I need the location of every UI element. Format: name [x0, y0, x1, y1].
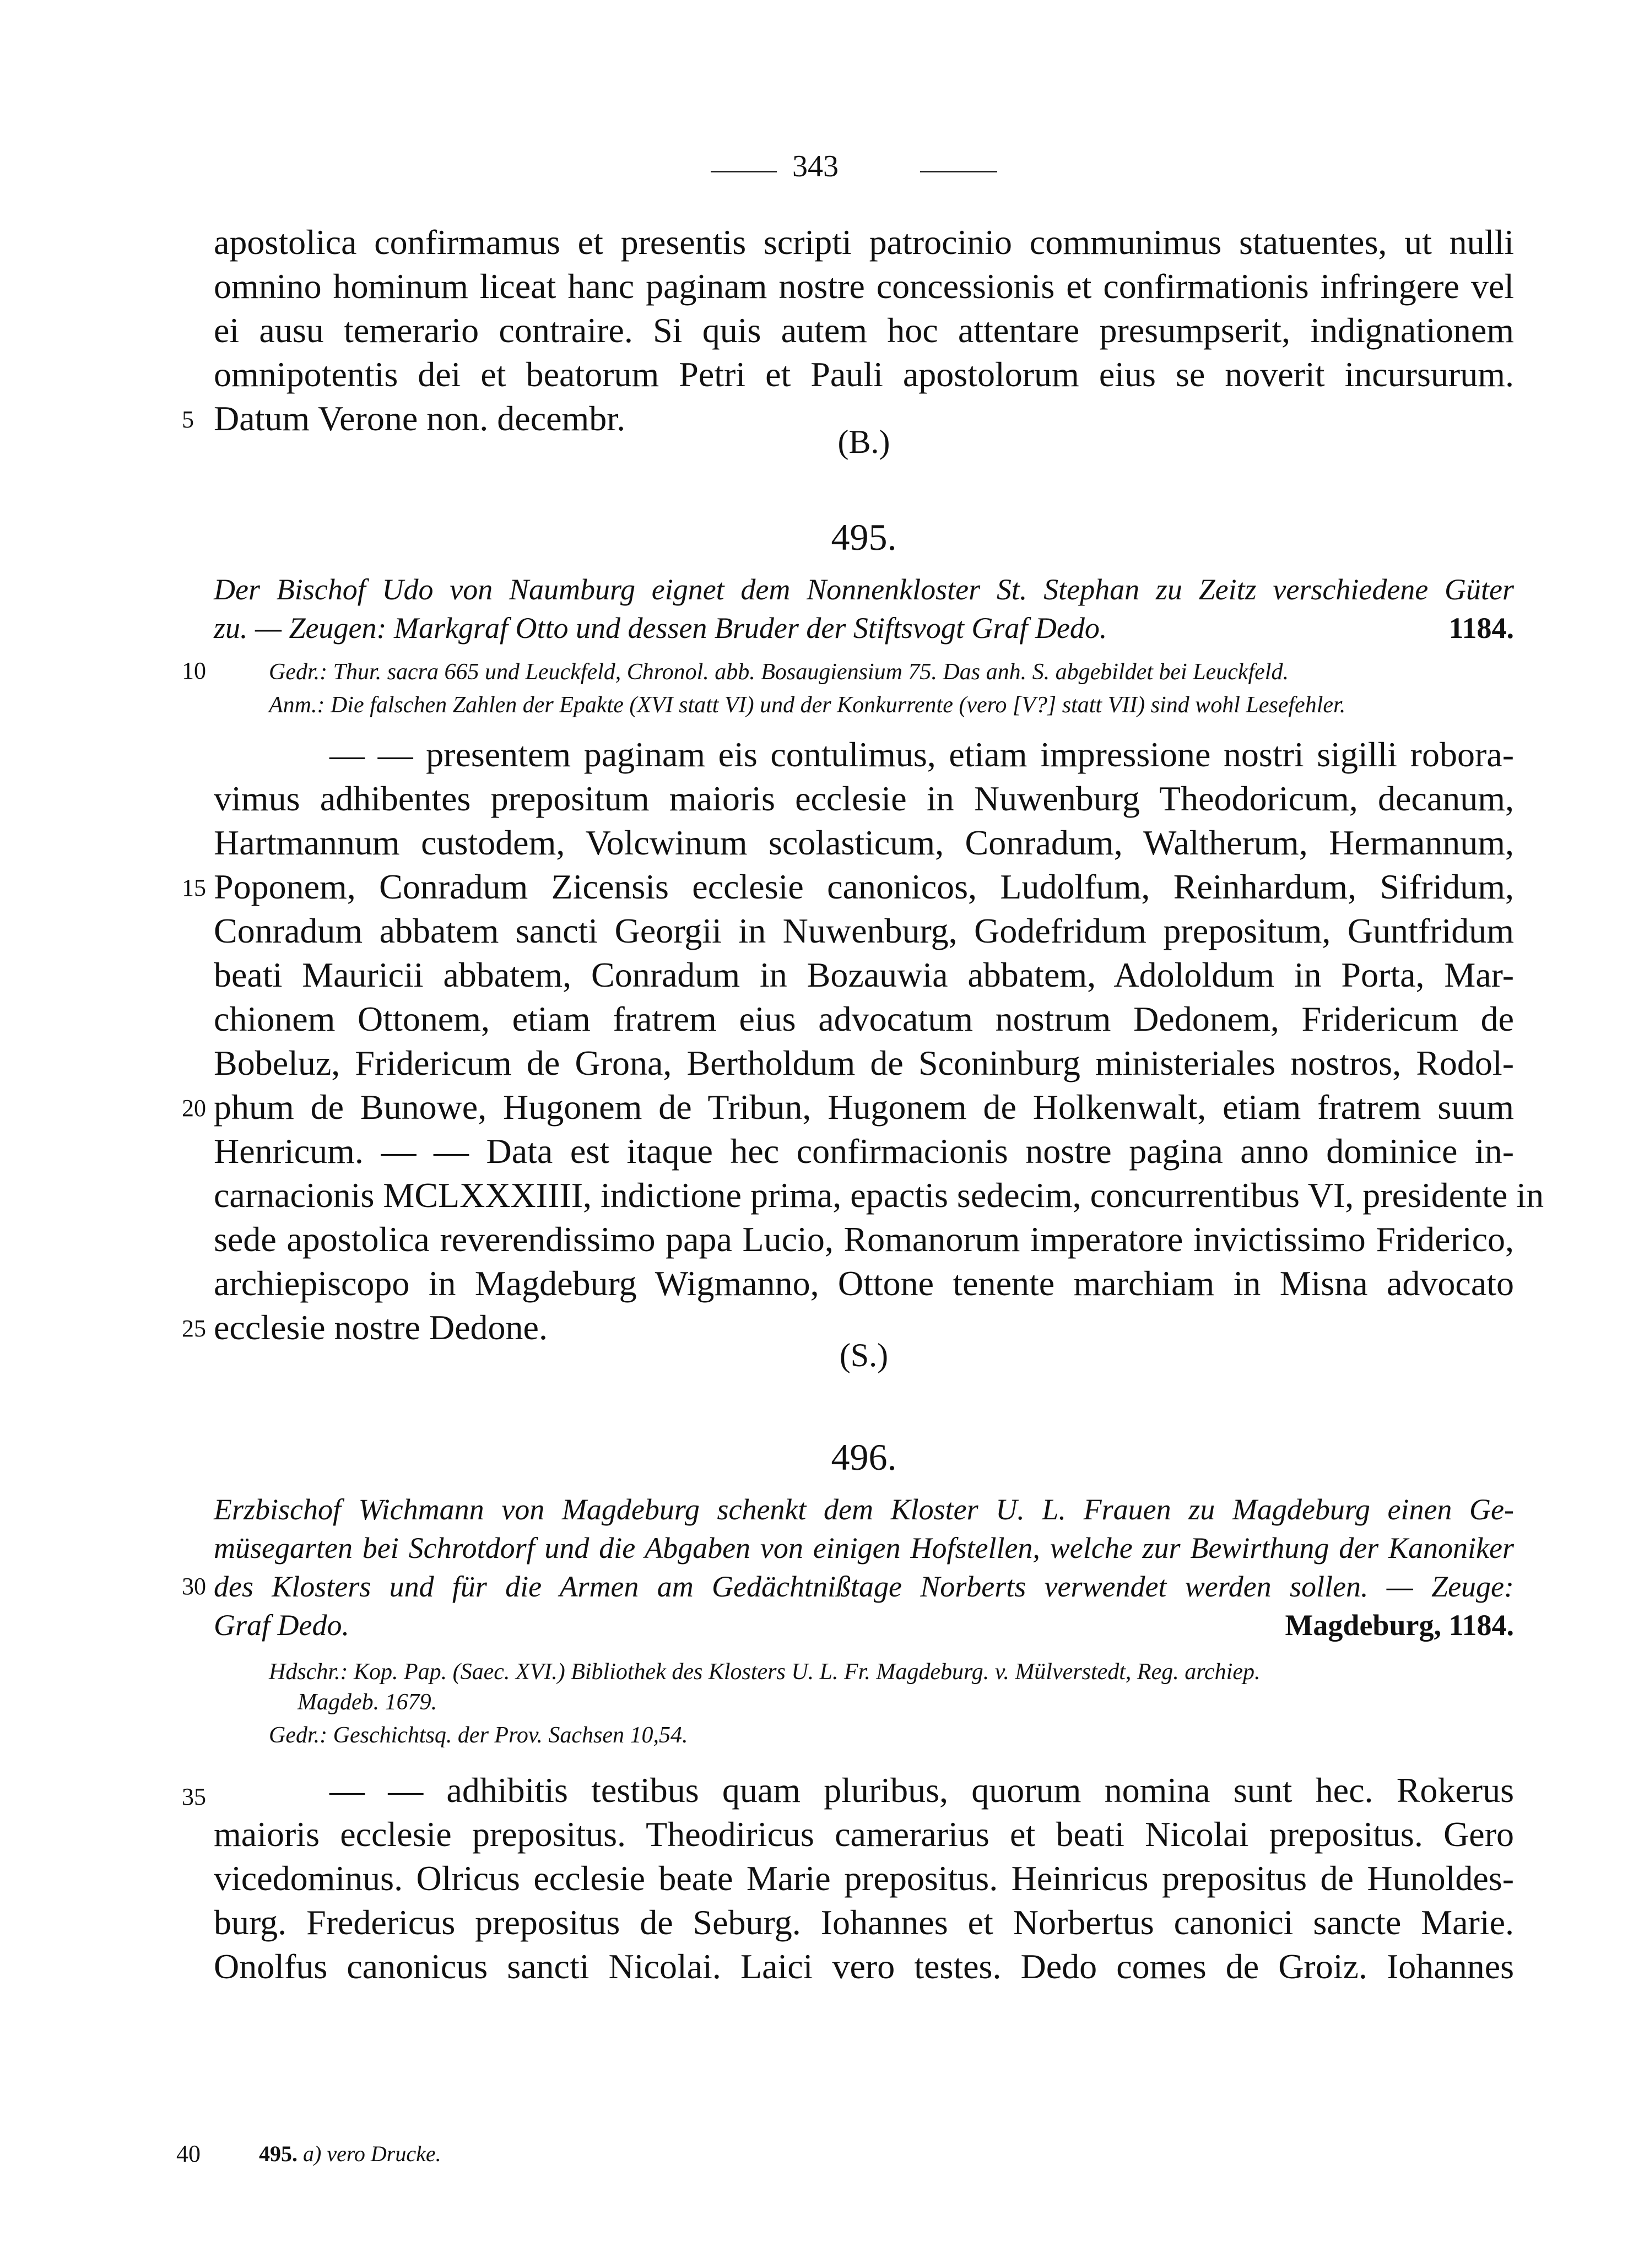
document-text-line: sede apostolica reverendissimo papa Lucio, Romanorum imperatore invictissimo Friderico,: [214, 1220, 1514, 1259]
document-text-line: Poponem, Conradum Zicensis ecclesie canonicos, Ludolfum, Reinhardum, Sifridum,: [214, 867, 1514, 906]
header-rule-right: [920, 171, 997, 172]
document-text-line: — — presentem paginam eis contulimus, etiam impressione nostri sigilli robora-: [329, 735, 1514, 774]
line-number: 25: [182, 1315, 206, 1342]
continuation-line: ei ausu temerario contraire. Si quis autem hoc attentare presumpserit, indignationem: [214, 311, 1514, 350]
page-number: 343: [792, 149, 839, 183]
line-number: 5: [182, 406, 194, 433]
line-number: 15: [182, 874, 206, 901]
line-number: 40: [176, 2140, 201, 2167]
document-text-line: chionem Ottonem, etiam fratrem eius advocatum nostrum Dedonem, Fridericum de: [214, 999, 1514, 1038]
document-note: Gedr.: Geschichtsq. der Prov. Sachsen 10,54.: [269, 1723, 688, 1748]
document-summary-text: Graf Dedo.: [214, 1609, 349, 1642]
continuation-line: omnino hominum liceat hanc paginam nostre concessionis et confirmationis infringere vel: [214, 267, 1514, 306]
footnote: [259, 2137, 441, 2170]
line-number: 10: [182, 657, 206, 684]
document-number: 495.: [831, 516, 897, 558]
document-text-line: Bobeluz, Fridericum de Grona, Bertholdum de Sconinburg ministeriales nostros, Rodol-: [214, 1043, 1514, 1082]
document-text-line: burg. Fredericus prepositus de Seburg. Iohannes et Norbertus canonici sancte Marie.: [214, 1903, 1514, 1942]
document-note: Hdschr.: Kop. Pap. (Saec. XVI.) Bibliothek des Klosters U. L. Fr. Magdeburg. v. Mülverstedt, Reg. archiep.: [269, 1659, 1261, 1685]
document-summary-line: Der Bischof Udo von Naumburg eignet dem Nonnenkloster St. Stephan zu Zeitz verschiedene Güter: [214, 573, 1514, 606]
document-summary-line: Erzbischof Wichmann von Magdeburg schenkt dem Kloster U. L. Frauen zu Magdeburg einen Ge-: [214, 1493, 1514, 1526]
document-summary-line: des Klosters und für die Armen am Gedächtnißtage Norberts verwendet werden sollen. — Zeuge:: [214, 1570, 1514, 1603]
document-date: 1184.: [1448, 611, 1514, 645]
document-text-line: maioris ecclesie prepositus. Theodiricus camerarius et beati Nicolai prepositus. Gero: [214, 1815, 1514, 1854]
document-note: Anm.: Die falschen Zahlen der Epakte (XVI statt VI) und der Konkurrente (vero [V?] statt VII) sind wohl Lesefehler.: [269, 692, 1346, 718]
document-text-line: archiepiscopo in Magdeburg Wigmanno, Ottone tenente marchiam in Misna advocato: [214, 1264, 1514, 1303]
document-text-line: phum de Bunowe, Hugonem de Tribun, Hugonem de Holkenwalt, etiam fratrem suum: [214, 1087, 1514, 1127]
line-number: 20: [182, 1095, 206, 1122]
document-text-line: ecclesie nostre Dedone.: [214, 1308, 548, 1347]
footnote-ref: 495.: [259, 2141, 298, 2166]
footnote-text: a) vero Drucke.: [303, 2141, 441, 2166]
document-summary-line: [214, 606, 1514, 650]
document-summary-line: müsegarten bei Schrotdorf und die Abgaben von einigen Hofstellen, welche zur Bewirthung der Kanoniker: [214, 1531, 1514, 1565]
document-text-line: vicedominus. Olricus ecclesie beate Marie prepositus. Heinricus prepositus de Hunoldes-: [214, 1859, 1514, 1898]
continuation-line: omnipotentis dei et beatorum Petri et Pauli apostolorum eius se noverit incursurum.: [214, 355, 1514, 394]
document-date: Magdeburg, 1184.: [1285, 1609, 1514, 1642]
document-text-line: Onolfus canonicus sancti Nicolai. Laici vero testes. Dedo comes de Groiz. Iohannes: [214, 1947, 1514, 1986]
seal-mark: (B.): [837, 424, 890, 460]
document-summary-line: [214, 1603, 1514, 1647]
document-text-line: vimus adhibentes prepositum maioris ecclesie in Nuwenburg Theodoricum, decanum,: [214, 779, 1514, 818]
document-text-line: Hartmannum custodem, Volcwinum scolasticum, Conradum, Waltherum, Hermannum,: [214, 823, 1514, 862]
continuation-line: apostolica confirmamus et presentis scripti patrocinio communimus statuentes, ut nulli: [214, 223, 1514, 262]
document-text-line: beati Mauricii abbatem, Conradum in Bozauwia abbatem, Adololdum in Porta, Mar-: [214, 955, 1514, 994]
document-text-line: carnacionis MCLXXXIIII, indictione prima, epactis sedecim, concurrentibus VI, presidente in: [214, 1176, 1544, 1215]
document-note: Gedr.: Thur. sacra 665 und Leuckfeld, Chronol. abb. Bosaugiensium 75. Das anh. S. abgebildet bei Leuckfeld.: [269, 659, 1289, 685]
line-number: 35: [182, 1783, 206, 1810]
continuation-line: Datum Verone non. decembr.: [214, 399, 626, 438]
line-number: 30: [182, 1573, 206, 1600]
document-text-line: Henricum. — — Data est itaque hec confirmacionis nostre pagina anno dominice in-: [214, 1132, 1514, 1171]
document-note: Magdeb. 1679.: [298, 1690, 437, 1715]
seal-mark: (S.): [839, 1337, 889, 1373]
document-text-line: — — adhibitis testibus quam pluribus, quorum nomina sunt hec. Rokerus: [329, 1771, 1514, 1810]
document-text-line: Conradum abbatem sancti Georgii in Nuwenburg, Godefridum prepositum, Guntfridum: [214, 911, 1514, 950]
document-number: 496.: [831, 1436, 897, 1478]
document-summary-text: zu. — Zeugen: Markgraf Otto und dessen Bruder der Stiftsvogt Graf Dedo.: [214, 611, 1107, 645]
